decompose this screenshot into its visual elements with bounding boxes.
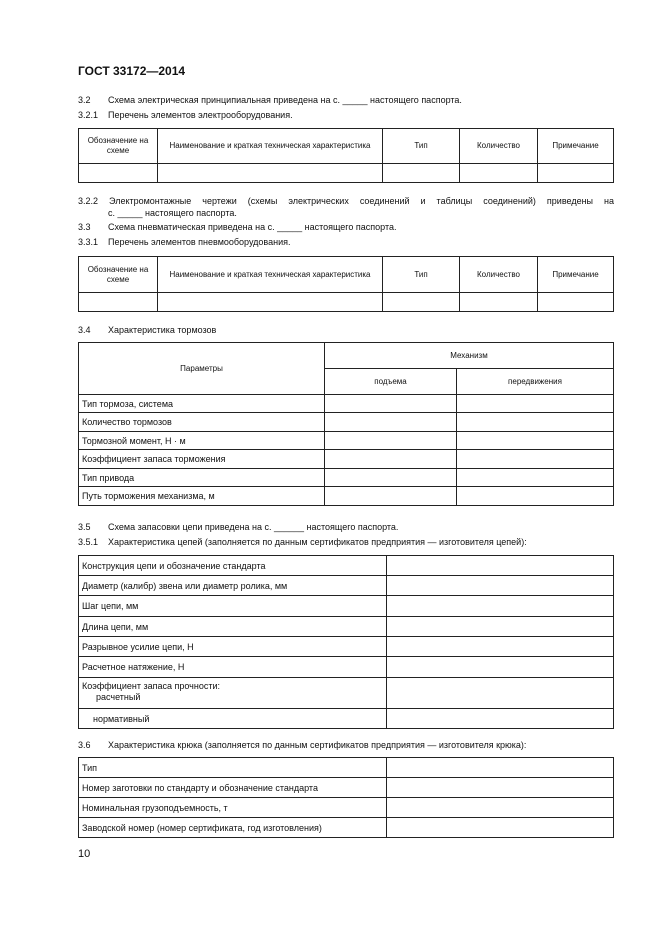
empty-cell <box>387 576 614 596</box>
empty-cell <box>387 758 614 778</box>
table-row <box>79 758 614 778</box>
electrical-elements-table <box>78 128 614 183</box>
empty-cell <box>325 395 457 413</box>
row-label: Тип тормоза, система <box>79 395 325 413</box>
empty-cell <box>387 678 614 709</box>
section-text: Характеристика цепей (заполняется по данным сертификатов предприятия — изготовителя цепей): <box>108 537 527 547</box>
empty-cell <box>538 293 614 312</box>
empty-cell <box>158 293 383 312</box>
empty-cell <box>387 637 614 657</box>
table-row <box>79 709 614 729</box>
section-3-2-2-line1: 3.2.2 Электромонтажные чертежи (схемы электрических соединений и таблицы соединений) приведены на <box>78 196 614 206</box>
row-label: Расчетное натяжение, Н <box>79 657 387 678</box>
empty-cell <box>457 487 614 506</box>
section-text: Схема запасовки цепи приведена на с. ______ настоящего паспорта. <box>108 522 399 532</box>
empty-cell <box>383 293 460 312</box>
empty-cell <box>457 432 614 450</box>
section-text: Схема пневматическая приведена на с. _____ настоящего паспорта. <box>108 222 397 232</box>
table-row <box>79 596 614 617</box>
row-label: Заводской номер (номер сертификата, год изготовления) <box>79 818 387 838</box>
empty-cell <box>387 657 614 678</box>
row-label: Диаметр (калибр) звена или диаметр ролика, мм <box>79 576 387 596</box>
parameters-header: Параметры <box>79 343 325 395</box>
empty-cell <box>387 709 614 729</box>
row-label: Тормозной момент, Н · м <box>79 432 325 450</box>
table-row <box>79 617 614 637</box>
empty-cell <box>158 164 383 183</box>
table-row <box>79 487 614 506</box>
empty-cell <box>325 469 457 487</box>
header-cell: Примечание <box>538 129 614 164</box>
section-3-5-1 <box>78 537 527 548</box>
hook-characteristics-table <box>78 757 614 838</box>
section-text: Характеристика крюка (заполняется по данным сертификатов предприятия — изготовителя крюка): <box>108 740 527 750</box>
row-label: Шаг цепи, мм <box>79 596 387 617</box>
empty-cell <box>457 469 614 487</box>
table-row <box>79 293 614 312</box>
mechanism-header: Механизм <box>325 343 614 369</box>
header-cell: Наименование и краткая техническая характеристика <box>158 129 383 164</box>
empty-cell <box>457 450 614 469</box>
row-label: Номинальная грузоподъемность, т <box>79 798 387 818</box>
table-row <box>79 395 614 413</box>
empty-cell <box>325 450 457 469</box>
document-header: ГОСТ 33172—2014 <box>78 64 186 78</box>
section-number: 3.2.1 <box>78 110 99 120</box>
table-row <box>79 469 614 487</box>
empty-cell <box>383 164 460 183</box>
row-label: Номер заготовки по стандарту и обозначение стандарта <box>79 778 387 798</box>
section-number: 3.5.1 <box>78 537 99 547</box>
section-number: 3.3.1 <box>78 237 99 247</box>
section-text: Схема электрическая принципиальная приведена на с. _____ настоящего паспорта. <box>108 95 462 105</box>
table-row <box>79 678 614 709</box>
row-label: Конструкция цепи и обозначение стандарта <box>79 556 387 576</box>
table-header-row <box>79 343 614 369</box>
safety-factor-norm: нормативный <box>79 709 387 729</box>
row-label: Длина цепи, мм <box>79 617 387 637</box>
header-cell: Количество <box>460 129 538 164</box>
header-cell: Наименование и краткая техническая характеристика <box>158 257 383 293</box>
empty-cell <box>79 293 158 312</box>
safety-factor-cell <box>79 678 387 709</box>
table-row <box>79 778 614 798</box>
row-label: Тип <box>79 758 387 778</box>
chain-characteristics-table <box>78 555 614 729</box>
header-cell: Тип <box>383 257 460 293</box>
empty-cell <box>325 432 457 450</box>
empty-cell <box>457 413 614 432</box>
empty-cell <box>325 413 457 432</box>
section-number: 3.5 <box>78 522 91 532</box>
table-row <box>79 413 614 432</box>
table-row <box>79 657 614 678</box>
section-text: Перечень элементов пневмооборудования. <box>108 237 291 247</box>
header-cell: Количество <box>460 257 538 293</box>
section-3-2-2-line2: с. _____ настоящего паспорта. <box>108 208 237 218</box>
table-row <box>79 450 614 469</box>
brakes-table <box>78 342 614 506</box>
section-3-3 <box>78 222 396 233</box>
empty-cell <box>460 164 538 183</box>
table-row <box>79 556 614 576</box>
table-row <box>79 818 614 838</box>
table-row <box>79 798 614 818</box>
section-number: 3.6 <box>78 740 91 750</box>
table-row <box>79 637 614 657</box>
section-3-5 <box>78 522 398 533</box>
empty-cell <box>538 164 614 183</box>
empty-cell <box>79 164 158 183</box>
section-number: 3.4 <box>78 325 91 335</box>
section-3-2-1 <box>78 110 293 121</box>
header-cell: Обозначение на схеме <box>79 257 158 293</box>
row-label: Тип привода <box>79 469 325 487</box>
row-label: Путь торможения механизма, м <box>79 487 325 506</box>
empty-cell <box>387 778 614 798</box>
row-label: Разрывное усилие цепи, Н <box>79 637 387 657</box>
table-header-row <box>79 129 614 164</box>
pneumatic-elements-table <box>78 256 614 312</box>
section-3-2 <box>78 95 462 106</box>
safety-factor-title: Коэффициент запаса прочности: <box>82 681 220 691</box>
header-cell: Обозначение на схеме <box>79 129 158 164</box>
lifting-header: подъема <box>325 369 457 395</box>
row-label: Количество тормозов <box>79 413 325 432</box>
empty-cell <box>387 798 614 818</box>
section-number: 3.3 <box>78 222 91 232</box>
section-3-3-1 <box>78 237 290 248</box>
table-row <box>79 576 614 596</box>
section-3-4 <box>78 325 216 336</box>
safety-factor-calc: расчетный <box>96 692 141 702</box>
empty-cell <box>387 596 614 617</box>
section-text: Характеристика тормозов <box>108 325 217 335</box>
table-row <box>79 432 614 450</box>
empty-cell <box>387 818 614 838</box>
empty-cell <box>457 395 614 413</box>
empty-cell <box>387 556 614 576</box>
row-label: Коэффициент запаса торможения <box>79 450 325 469</box>
section-3-6 <box>78 740 526 751</box>
table-row <box>79 164 614 183</box>
empty-cell <box>325 487 457 506</box>
section-number: 3.2 <box>78 95 91 105</box>
empty-cell <box>460 293 538 312</box>
header-cell: Тип <box>383 129 460 164</box>
empty-cell <box>387 617 614 637</box>
page-number: 10 <box>78 848 91 860</box>
travel-header: передвижения <box>457 369 614 395</box>
section-text: Перечень элементов электрооборудования. <box>108 110 293 120</box>
table-header-row <box>79 257 614 293</box>
header-cell: Примечание <box>538 257 614 293</box>
